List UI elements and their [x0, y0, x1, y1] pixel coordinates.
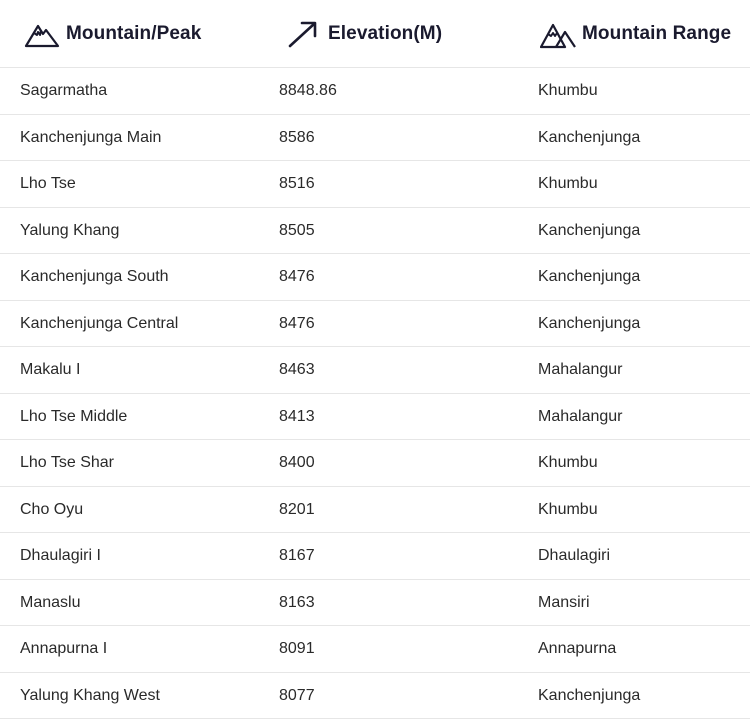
header-range-label: Mountain Range — [582, 22, 732, 44]
table-row — [0, 394, 750, 441]
header-elevation-label: Elevation(M) — [328, 22, 443, 44]
cell-range: Khumbu — [538, 82, 598, 99]
table-row — [0, 254, 750, 301]
cell-elevation: 8167 — [279, 547, 315, 564]
cell-range: Kanchenjunga — [538, 314, 641, 332]
table-row — [0, 626, 750, 673]
cell-peak: Manaslu — [20, 593, 81, 611]
cell-peak: Kanchenjunga South — [20, 268, 169, 285]
cell-peak: Lho Tse Middle — [20, 407, 128, 425]
cell-elevation: 8201 — [279, 500, 315, 518]
cell-range: Kanchenjunga — [538, 221, 641, 239]
cell-range: Kanchenjunga — [538, 268, 641, 285]
cell-peak: Makalu I — [20, 361, 81, 378]
cell-elevation: 8400 — [279, 454, 315, 471]
header-peak-label: Mountain/Peak — [66, 22, 202, 44]
cell-elevation: 8516 — [279, 175, 315, 192]
table-row — [0, 673, 750, 720]
cell-range: Kanchenjunga — [538, 686, 641, 704]
cell-range: Khumbu — [538, 500, 598, 518]
cell-elevation: 8077 — [279, 686, 315, 704]
cell-range: Kanchenjunga — [538, 128, 641, 146]
table-row — [0, 161, 750, 208]
table-header — [0, 0, 750, 68]
cell-elevation: 8463 — [279, 361, 315, 378]
cell-elevation: 8586 — [279, 128, 315, 146]
cell-range: Khumbu — [538, 175, 598, 192]
cell-peak: Lho Tse Shar — [20, 454, 114, 471]
cell-elevation: 8505 — [279, 221, 315, 239]
table-row — [0, 487, 750, 534]
cell-peak: Lho Tse — [20, 175, 76, 192]
cell-peak: Sagarmatha — [20, 82, 108, 99]
cell-peak: Kanchenjunga Central — [20, 314, 179, 332]
table-body — [0, 68, 750, 719]
cell-elevation: 8476 — [279, 268, 315, 285]
cell-range: Dhaulagiri — [538, 547, 611, 564]
cell-elevation: 8848.86 — [279, 82, 337, 99]
cell-peak: Dhaulagiri I — [20, 547, 101, 564]
table-row — [0, 68, 750, 115]
cell-elevation: 8413 — [279, 407, 315, 425]
mountain-range-icon — [540, 18, 576, 50]
cell-elevation: 8091 — [279, 640, 315, 657]
cell-elevation: 8476 — [279, 314, 315, 332]
table-row — [0, 440, 750, 487]
table-row — [0, 347, 750, 394]
cell-peak: Annapurna I — [20, 640, 108, 657]
table-row — [0, 208, 750, 255]
cell-range: Mahalangur — [538, 407, 623, 425]
cell-elevation: 8163 — [279, 593, 315, 611]
cell-peak: Yalung Khang — [20, 221, 120, 239]
table-row — [0, 115, 750, 162]
cell-range: Mahalangur — [538, 361, 623, 378]
cell-peak: Cho Oyu — [20, 500, 84, 518]
table-row — [0, 533, 750, 580]
header-range — [0, 18, 731, 50]
cell-peak: Kanchenjunga Main — [20, 128, 162, 146]
cell-range: Khumbu — [538, 454, 598, 471]
cell-range: Mansiri — [538, 593, 590, 611]
table-row — [0, 580, 750, 627]
table-row — [0, 301, 750, 348]
cell-range: Annapurna — [538, 640, 617, 657]
cell-peak: Yalung Khang West — [20, 686, 160, 704]
